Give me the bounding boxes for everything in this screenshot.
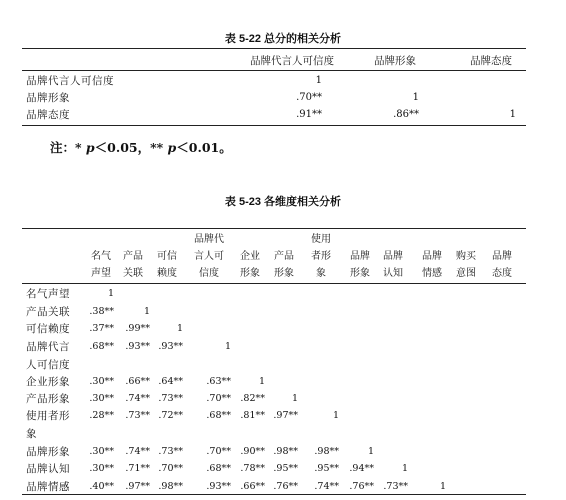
table2-row-label: 企业形象: [26, 376, 70, 388]
table1-col-header: 品牌形象: [374, 55, 416, 67]
table2-col-header-line: 形象: [274, 268, 294, 279]
table2-row-label: 品牌情感: [26, 481, 70, 493]
table2-row-label: 人可信度: [26, 359, 70, 371]
table2-bottom-rule: [22, 494, 526, 495]
table2-cell: 1: [176, 323, 183, 334]
table2-cell: .68**: [206, 463, 231, 474]
table2-cell: .64**: [158, 376, 183, 387]
table-note: [50, 138, 232, 156]
table2-head-rule: [22, 283, 526, 284]
table2-caption: 表 5-23 各维度相关分析: [224, 196, 342, 208]
table2-cell: .37**: [89, 323, 114, 334]
table2-col-header-line: 情感: [422, 268, 442, 279]
table2-cell: 1: [401, 463, 408, 474]
table2-col-header-line: 态度: [492, 268, 512, 279]
table2-cell: .93**: [125, 341, 150, 352]
table2-cell: .63**: [206, 376, 231, 387]
table2-row-label: 象: [26, 428, 37, 440]
table1-cell: 1: [509, 109, 516, 120]
table1-row-label: 品牌代言人可信度: [26, 75, 114, 87]
table2-row-label: 可信赖度: [26, 323, 70, 335]
table2-col-header-line: 品牌: [492, 251, 512, 262]
table2-cell: 1: [332, 410, 339, 421]
table2-col-header-line: 购买: [456, 251, 476, 262]
table2-cell: .93**: [158, 341, 183, 352]
table2-cell: .98**: [273, 446, 298, 457]
table2-cell: .40**: [89, 481, 114, 492]
table2-cell: .73**: [383, 481, 408, 492]
table2-col-header-line: 声望: [91, 268, 111, 279]
table2-cell: .97**: [125, 481, 150, 492]
note-sig1-p: p: [85, 140, 95, 155]
note-sig1-stars: *: [75, 140, 86, 155]
table2-col-header-line: 品牌: [422, 251, 442, 262]
table2-col-header-line: 信度: [199, 268, 219, 279]
table1-cell: .70**: [296, 92, 322, 103]
table2-cell: 1: [224, 341, 231, 352]
table2-cell: .93**: [206, 481, 231, 492]
table1-cell: .91**: [296, 109, 322, 120]
table2-col-header-line: 意图: [456, 268, 476, 279]
table2-cell: .90**: [240, 446, 265, 457]
table2-col-header-line: 使用: [311, 234, 331, 245]
table2-col-header-line: 产品: [123, 251, 143, 262]
table1-cell: .86**: [393, 109, 419, 120]
table2-col-header-line: 可信: [157, 251, 177, 262]
table2-col-header-line: 形象: [240, 268, 260, 279]
table2-cell: 1: [291, 393, 298, 404]
table2-cell: .95**: [314, 463, 339, 474]
table2-col-header-line: 产品: [274, 251, 294, 262]
note-prefix: 注：: [50, 140, 76, 155]
table2-row-label: 使用者形: [26, 410, 70, 422]
table1-bottom-rule: [22, 125, 526, 126]
table2-row-label: 产品关联: [26, 306, 70, 318]
table2-row-label: 产品形象: [26, 393, 70, 405]
table2-cell: .70**: [158, 463, 183, 474]
table2-col-header-line: 品牌代: [194, 234, 224, 245]
table2-col-header-line: 名气: [91, 251, 111, 262]
table2-cell: .70**: [206, 393, 231, 404]
table1-col-header: 品牌态度: [470, 55, 512, 67]
table2-cell: .76**: [273, 481, 298, 492]
table2-cell: .70**: [206, 446, 231, 457]
table2-cell: .82**: [240, 393, 265, 404]
table2-col-header-line: 关联: [123, 268, 143, 279]
note-sig1-threshold: ＜0.05，: [94, 140, 151, 155]
table2-cell: .38**: [89, 306, 114, 317]
table2-col-header-line: 者形: [311, 251, 331, 262]
table1-col-header: 品牌代言人可信度: [250, 55, 334, 67]
table1-cell: 1: [315, 75, 322, 86]
table2-cell: .98**: [314, 446, 339, 457]
table2-cell: 1: [143, 306, 150, 317]
table1-top-rule: [22, 48, 526, 49]
table2-cell: 1: [367, 446, 374, 457]
table2-col-header-line: 企业: [240, 251, 260, 262]
table2-cell: .73**: [158, 446, 183, 457]
table2-col-header-line: 言人可: [194, 251, 224, 262]
table1-row-label: 品牌态度: [26, 109, 70, 121]
table2-row-label: 品牌形象: [26, 446, 70, 458]
table2-cell: .76**: [349, 481, 374, 492]
table1-caption: 表 5-22 总分的相关分析: [224, 33, 342, 45]
table2-col-header-line: 认知: [383, 268, 403, 279]
table1-head-rule: [22, 70, 526, 71]
table2-row-label: 品牌代言: [26, 341, 70, 353]
table2-cell: .30**: [89, 446, 114, 457]
table1-cell: 1: [412, 92, 419, 103]
table2-cell: .98**: [158, 481, 183, 492]
table2-cell: .99**: [125, 323, 150, 334]
table2-col-header-line: 赖度: [157, 268, 177, 279]
table2-cell: 1: [258, 376, 265, 387]
table2-cell: .81**: [240, 410, 265, 421]
table2-cell: .97**: [273, 410, 298, 421]
table2-row-label: 品牌认知: [26, 463, 70, 475]
table2-cell: .73**: [158, 393, 183, 404]
table2-cell: .71**: [125, 463, 150, 474]
table2-cell: .66**: [125, 376, 150, 387]
note-sig2-stars: **: [150, 140, 168, 155]
table2-col-header: [478, 248, 526, 282]
table2-cell: .94**: [349, 463, 374, 474]
note-sig2-threshold: ＜0.01。: [176, 140, 232, 155]
table2-cell: .30**: [89, 463, 114, 474]
table1-row-label: 品牌形象: [26, 92, 70, 104]
table2-col-header-line: 品牌: [383, 251, 403, 262]
note-sig2-p: p: [167, 140, 177, 155]
table2-col-header-line: 形象: [350, 268, 370, 279]
table2-cell: .73**: [125, 410, 150, 421]
table2-cell: .74**: [125, 446, 150, 457]
table2-top-rule: [22, 228, 526, 229]
table2-cell: .95**: [273, 463, 298, 474]
table2-cell: .30**: [89, 393, 114, 404]
table2-cell: .68**: [89, 341, 114, 352]
table2-cell: .78**: [240, 463, 265, 474]
table2-col-header-line: 品牌: [350, 251, 370, 262]
table2-col-header: [143, 248, 191, 282]
table2-col-header-line: 象: [316, 268, 326, 279]
table2-cell: .74**: [125, 393, 150, 404]
table2-cell: .72**: [158, 410, 183, 421]
table2-cell: .30**: [89, 376, 114, 387]
table2-cell: .66**: [240, 481, 265, 492]
table2-cell: 1: [107, 288, 114, 299]
table2-cell: .68**: [206, 410, 231, 421]
table2-cell: .28**: [89, 410, 114, 421]
table2-row-label: 名气声望: [26, 288, 70, 300]
table2-cell: .74**: [314, 481, 339, 492]
table2-cell: 1: [439, 481, 446, 492]
